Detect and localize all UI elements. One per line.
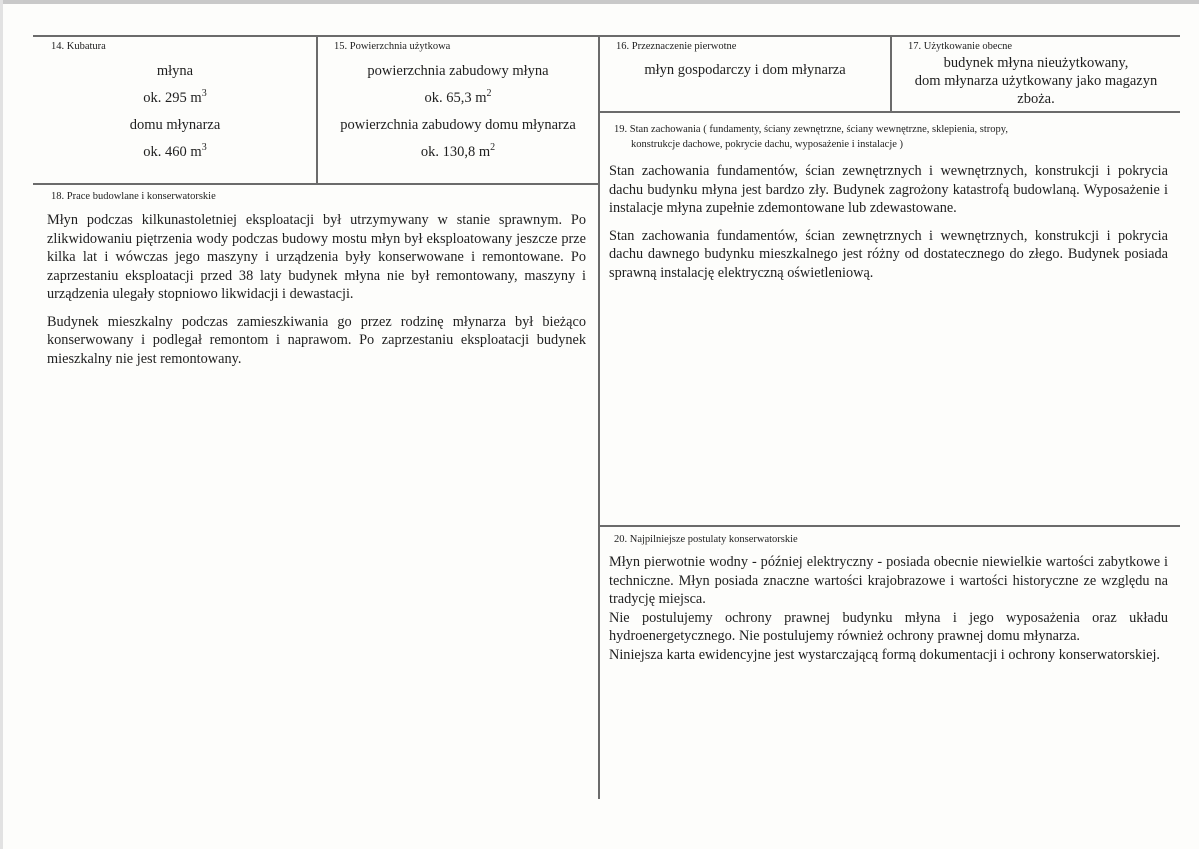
powierzchnia-mlyn-label: powierzchnia zabudowy młyna — [367, 63, 549, 79]
section-14-label: 14. Kubatura — [51, 41, 106, 52]
divider-row-19-20 — [598, 525, 1180, 527]
kubatura-dom-value: ok. 460 $m^3$ — [143, 142, 207, 160]
powierzchnia-dom-label: powierzchnia zabudowy domu młynarza — [340, 117, 576, 133]
section-20-paragraph-3: Niniejsza karta ewidencyjne jest wystarczającą formą dokumentacji i ochrony konserwatorskiej. — [609, 646, 1161, 663]
divider-row-14-18 — [33, 183, 598, 185]
page-left-edge — [0, 0, 3, 849]
section-20-text — [609, 553, 1168, 664]
uzytkowanie-line-2: dom młynarza użytkowany jako magazyn — [914, 73, 1158, 89]
section-18-paragraph-2: Budynek mieszkalny podczas zamieszkiwania go przez rodzinę młynarza był bieżąco konserwowany i podlegał remontom i naprawom. Po zaprzestaniu eksploatacji budynek mieszkalny nie jest remontowany. — [47, 313, 586, 367]
section-20-paragraph-2: Nie postulujemy ochrony prawnej budynku młyna i jego wyposażenia oraz układu hydroenergetycznego. Nie postulujemy również ochrony prawnej domu młynarza. — [609, 609, 1168, 644]
divider-row-16-19 — [598, 111, 1180, 113]
uzytkowanie-line-3: zboża. — [1017, 91, 1055, 107]
page-top-edge — [0, 0, 1199, 4]
section-18-text — [47, 211, 586, 377]
section-19-label-cont: konstrukcje dachowe, pokrycie dachu, wyposażenie i instalacje ) — [631, 139, 904, 150]
uzytkowanie-line-1: budynek młyna nieużytkowany, — [943, 55, 1129, 71]
section-20-label: 20. Najpilniejsze postulaty konserwatorskie — [614, 534, 798, 545]
section-18-paragraph-1: Młyn podczas kilkunastoletniej eksploatacji był utrzymywany w stanie sprawnym. Po zlikwidowaniu piętrzenia wody podczas budowy mostu młyn był eksploatowany jeszcze prze kilka lat i wówczas jego maszyny i urządzenia były konserwowane i remontowane. Po zaprzestaniu eksploatacji przed 38 laty budynek młyna nie był remontowany, maszyny i urządzenia ulegały stopniowo likwidacji i dewastacji. — [47, 212, 586, 302]
section-19-text — [609, 162, 1168, 291]
powierzchnia-mlyn-value: ok. 65,3 $m^2$ — [424, 88, 492, 106]
section-20-paragraph-1: Młyn pierwotnie wodny - później elektryczny - posiada obecnie niewielkie wartości zabytkowe i techniczne. Młyn posiada znaczne wartości krajobrazowe i wartości historyczne ze względu na tradycję miejsca. — [609, 554, 1168, 607]
powierzchnia-dom-value: ok. 130,8 $m^2$ — [420, 142, 496, 160]
kubatura-mlyn-label: młyna — [156, 63, 194, 79]
table-top-border — [33, 35, 1180, 37]
section-17-label: 17. Użytkowanie obecne — [908, 41, 1013, 52]
section-18-label: 18. Prace budowlane i konserwatorskie — [51, 191, 216, 202]
section-19-label: 19. Stan zachowania ( fundamenty, ściany zewnętrzne, ściany wewnętrzne, sklepienia, stropy, — [614, 124, 1008, 135]
main-vertical-divider — [598, 35, 600, 799]
kubatura-mlyn-value: ok. 295 $m^3$ — [143, 88, 207, 106]
section-17-values — [892, 54, 1180, 108]
section-16-label: 16. Przeznaczenie pierwotne — [616, 41, 737, 52]
section-19-paragraph-2: Stan zachowania fundamentów, ścian zewnętrznych i wewnętrznych, konstrukcji i pokrycia dachu dawnego budynku mieszkalnego jest różny od dostatecznego do złego. Budynek posiada sprawną instalację elektryczną oświetleniową. — [609, 227, 1168, 281]
section-15-values — [318, 58, 598, 166]
section-16-value: młyn gospodarczy i dom młynarza — [644, 62, 846, 78]
kubatura-dom-label: domu młynarza — [129, 117, 221, 133]
section-14-values — [35, 58, 315, 166]
section-19-paragraph-1: Stan zachowania fundamentów, ścian zewnętrznych i wewnętrznych, konstrukcji i pokrycia dachu budynku młyna jest bardzo zły. Budynek zagrożony katastrofą budowlaną. Wyposażenie i instalacje młyna zupełnie zdemontowane lub zdewastowane. — [609, 163, 1168, 216]
section-15-label: 15. Powierzchnia użytkowa — [334, 41, 451, 52]
